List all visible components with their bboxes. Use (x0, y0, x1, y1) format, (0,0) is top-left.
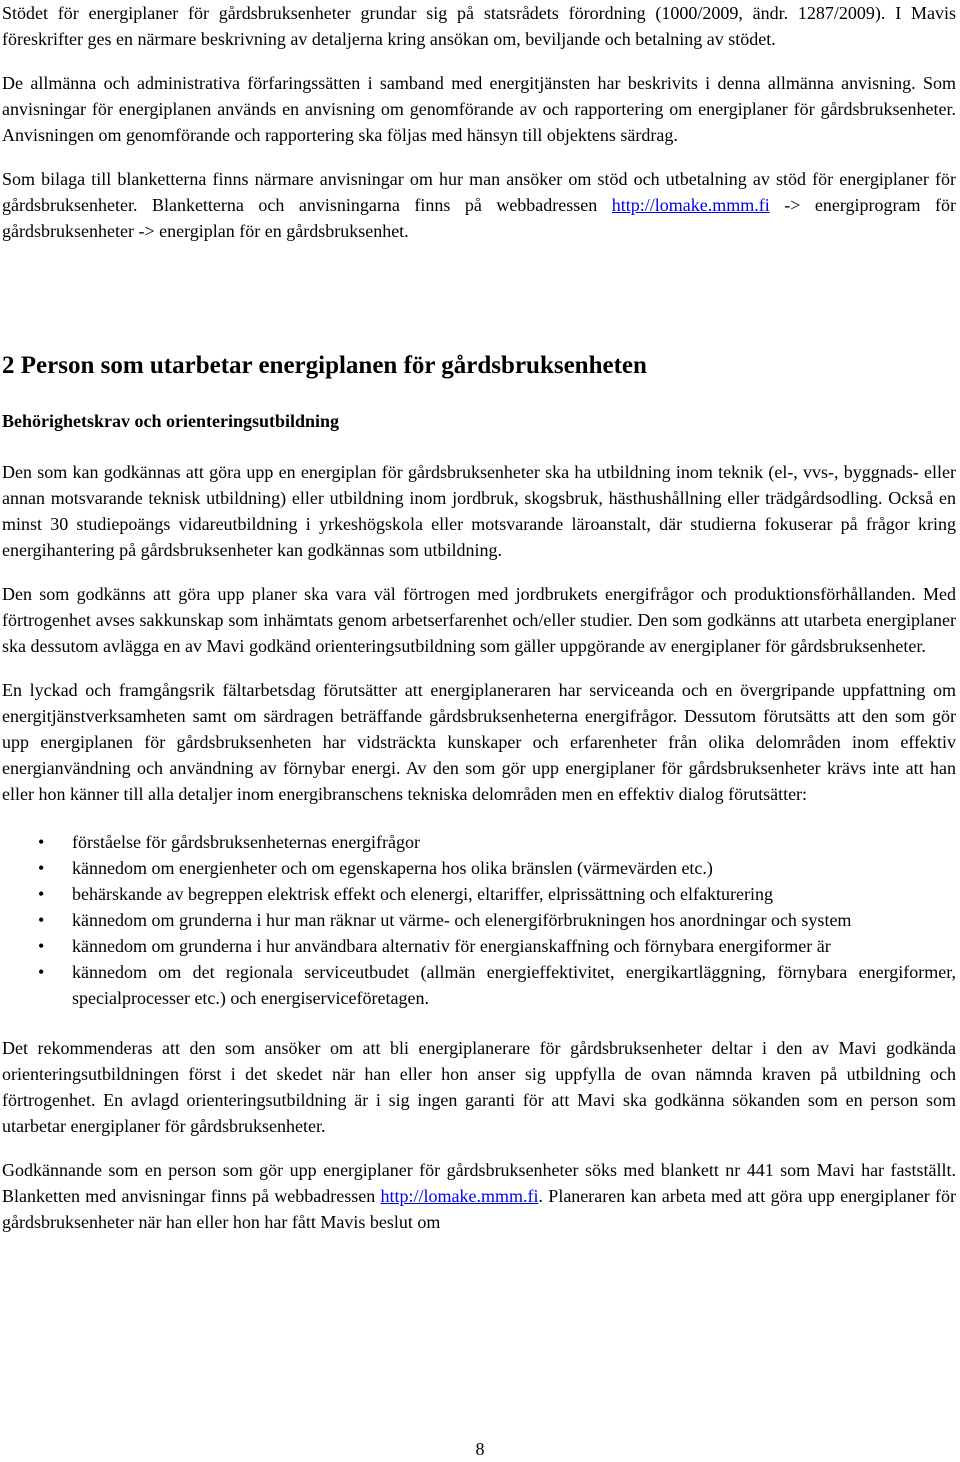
paragraph-administrative: De allmänna och administrativa förfaringssätten i samband med energitjänsten har beskrivits i denna allmänna anvisning. Som anvisningar för energiplanen används en anvisning om genomförande av och rapportering om energiplaner för gårdsbruksenheter. Anvisningen om genomförande och rapportering ska följas med hänsyn till objektens särdrag. (2, 73, 956, 145)
paragraph-approval (2, 1157, 956, 1235)
requirements-list (2, 829, 956, 1011)
bullet-icon: • (38, 884, 45, 904)
qualification-section (2, 459, 956, 1235)
list-item (2, 881, 956, 907)
paragraph-fieldwork: En lyckad och framgångsrik fältarbetsdag förutsätter att energiplaneraren har serviceanda och en övergripande uppfattning om energitjänstverksamheten samt om särdragen beträffande gårdsbruksenheterna energifrågor. Dessutom förutsätts att den som gör upp energiplanen för gårdsbruksenheten har vidsträckta kunskaper och erfarenheter från olika delområden inom effektiv energianvändning och användning av förnybar energi. Av den som gör upp energiplaner för gårdsbruksenheter krävs inte att han eller hon känner till alla detaljer inom energibranschens tekniska delområden men en effektiv dialog förutsätter: (2, 680, 956, 804)
paragraph-familiarity: Den som godkänns att göra upp planer ska vara väl förtrogen med jordbrukets energifrågor och produktionsförhållanden. Med förtrogenhet avses sakkunskap som inhämtats genom arbetserfarenhet och/eller studier. Den som godkänns att utarbeta energiplaner ska dessutom avlägga en av Mavi godkänd orienteringsutbildning som gäller uppgörande av energiplaner för gårdsbruksenheter. (2, 584, 956, 656)
list-item (2, 959, 956, 1011)
paragraph-attachments (2, 166, 956, 244)
list-item-text: kännedom om grunderna i hur man räknar ut värme- och elenergiförbrukningen hos anordningar och system (72, 910, 852, 930)
paragraph-education: Den som kan godkännas att göra upp en energiplan för gårdsbruksenheter ska ha utbildning inom teknik (el-, vvs-, byggnads- eller annan motsvarande teknisk utbildning) eller utbildning inom jordbruk, skogsbruk, hästhushållning eller trädgårdsodling. Också en minst 30 studiepoängs vidareutbildning i yrkeshögskola eller motsvarande läroanstalt, där studierna fokuserar på frågor kring energihantering på gårdsbruksenheter kan godkännas som utbildning. (2, 462, 956, 560)
list-item (2, 829, 956, 855)
paragraph-text: -> energiprogram för gårdsbruksenheter -> energiplan för en gårdsbruksenhet. (2, 195, 957, 241)
paragraph-recommendation: Det rekommenderas att den som ansöker om att bli energiplanerare för gårdsbruksenheter deltar i den av Mavi godkända orienteringsutbildningen först i det skedet när han eller hon anser sig uppfylla de ovan nämnda kraven på utbildning och förtrogenhet. En avlagd orienteringsutbildning är i sig ingen garanti för att Mavi ska godkänna sökanden som en person som utarbetar energiplaner för gårdsbruksenheter. (2, 1038, 956, 1136)
bullet-icon: • (38, 910, 45, 930)
list-item (2, 855, 956, 881)
list-item-text: behärskande av begreppen elektrisk effekt och elenergi, eltariffer, elprissättning och elfakturering (72, 884, 773, 904)
list-item (2, 907, 956, 933)
list-item-text: kännedom om energienheter och om egenskaperna hos olika bränslen (värmevärden etc.) (72, 858, 713, 878)
intro-section (2, 0, 956, 244)
subheading: Behörighetskrav och orienteringsutbildning (2, 411, 340, 431)
link-lomake[interactable]: http://lomake.mmm.fi (380, 1186, 539, 1206)
bullet-icon: • (38, 962, 45, 982)
paragraph-support-basis: Stödet för energiplaner för gårdsbruksenheter grundar sig på statsrådets förordning (1000/2009, ändr. 1287/2009). I Mavis föreskrifter ges en närmare beskrivning av detaljerna kring ansökan om, beviljande och betalning av stödet. (2, 3, 956, 49)
list-item-text: kännedom om grunderna i hur användbara alternativ för energianskaffning och förnybara energiformer är (72, 936, 831, 956)
list-item-text: kännedom om det regionala serviceutbudet (allmän energieffektivitet, energikartläggning, förnybara energiformer, specialprocesser etc.) och energiserviceföretagen. (72, 962, 956, 1008)
paragraph-text: Godkännande som en person som gör upp energiplaner för gårdsbruksenheter söks med blankett nr 441 som Mavi har fastställt. Blanketten med anvisningar finns på webbadressen (2, 1160, 956, 1206)
paragraph-text: . Planeraren kan arbeta med att göra upp energiplaner för gårdsbruksenheter när han eller hon har fått Mavis beslut om (2, 1186, 956, 1232)
paragraph-text: Som bilaga till blanketterna finns närmare anvisningar om hur man ansöker om stöd och utbetalning av stöd för energiplaner för gårdsbruksenheter. Blanketterna och anvisningarna finns på webbadressen (2, 169, 956, 215)
page-number: 8 (475, 1439, 485, 1459)
list-item-text: förståelse för gårdsbruksenheternas energifrågor (72, 832, 421, 852)
link-lomake[interactable]: http://lomake.mmm.fi (611, 195, 770, 215)
section-heading: 2 Person som utarbetar energiplanen för gårdsbruksenheten (2, 352, 647, 379)
list-item (2, 933, 956, 959)
bullet-icon: • (38, 858, 45, 878)
bullet-icon: • (38, 936, 45, 956)
bullet-icon: • (38, 832, 45, 852)
